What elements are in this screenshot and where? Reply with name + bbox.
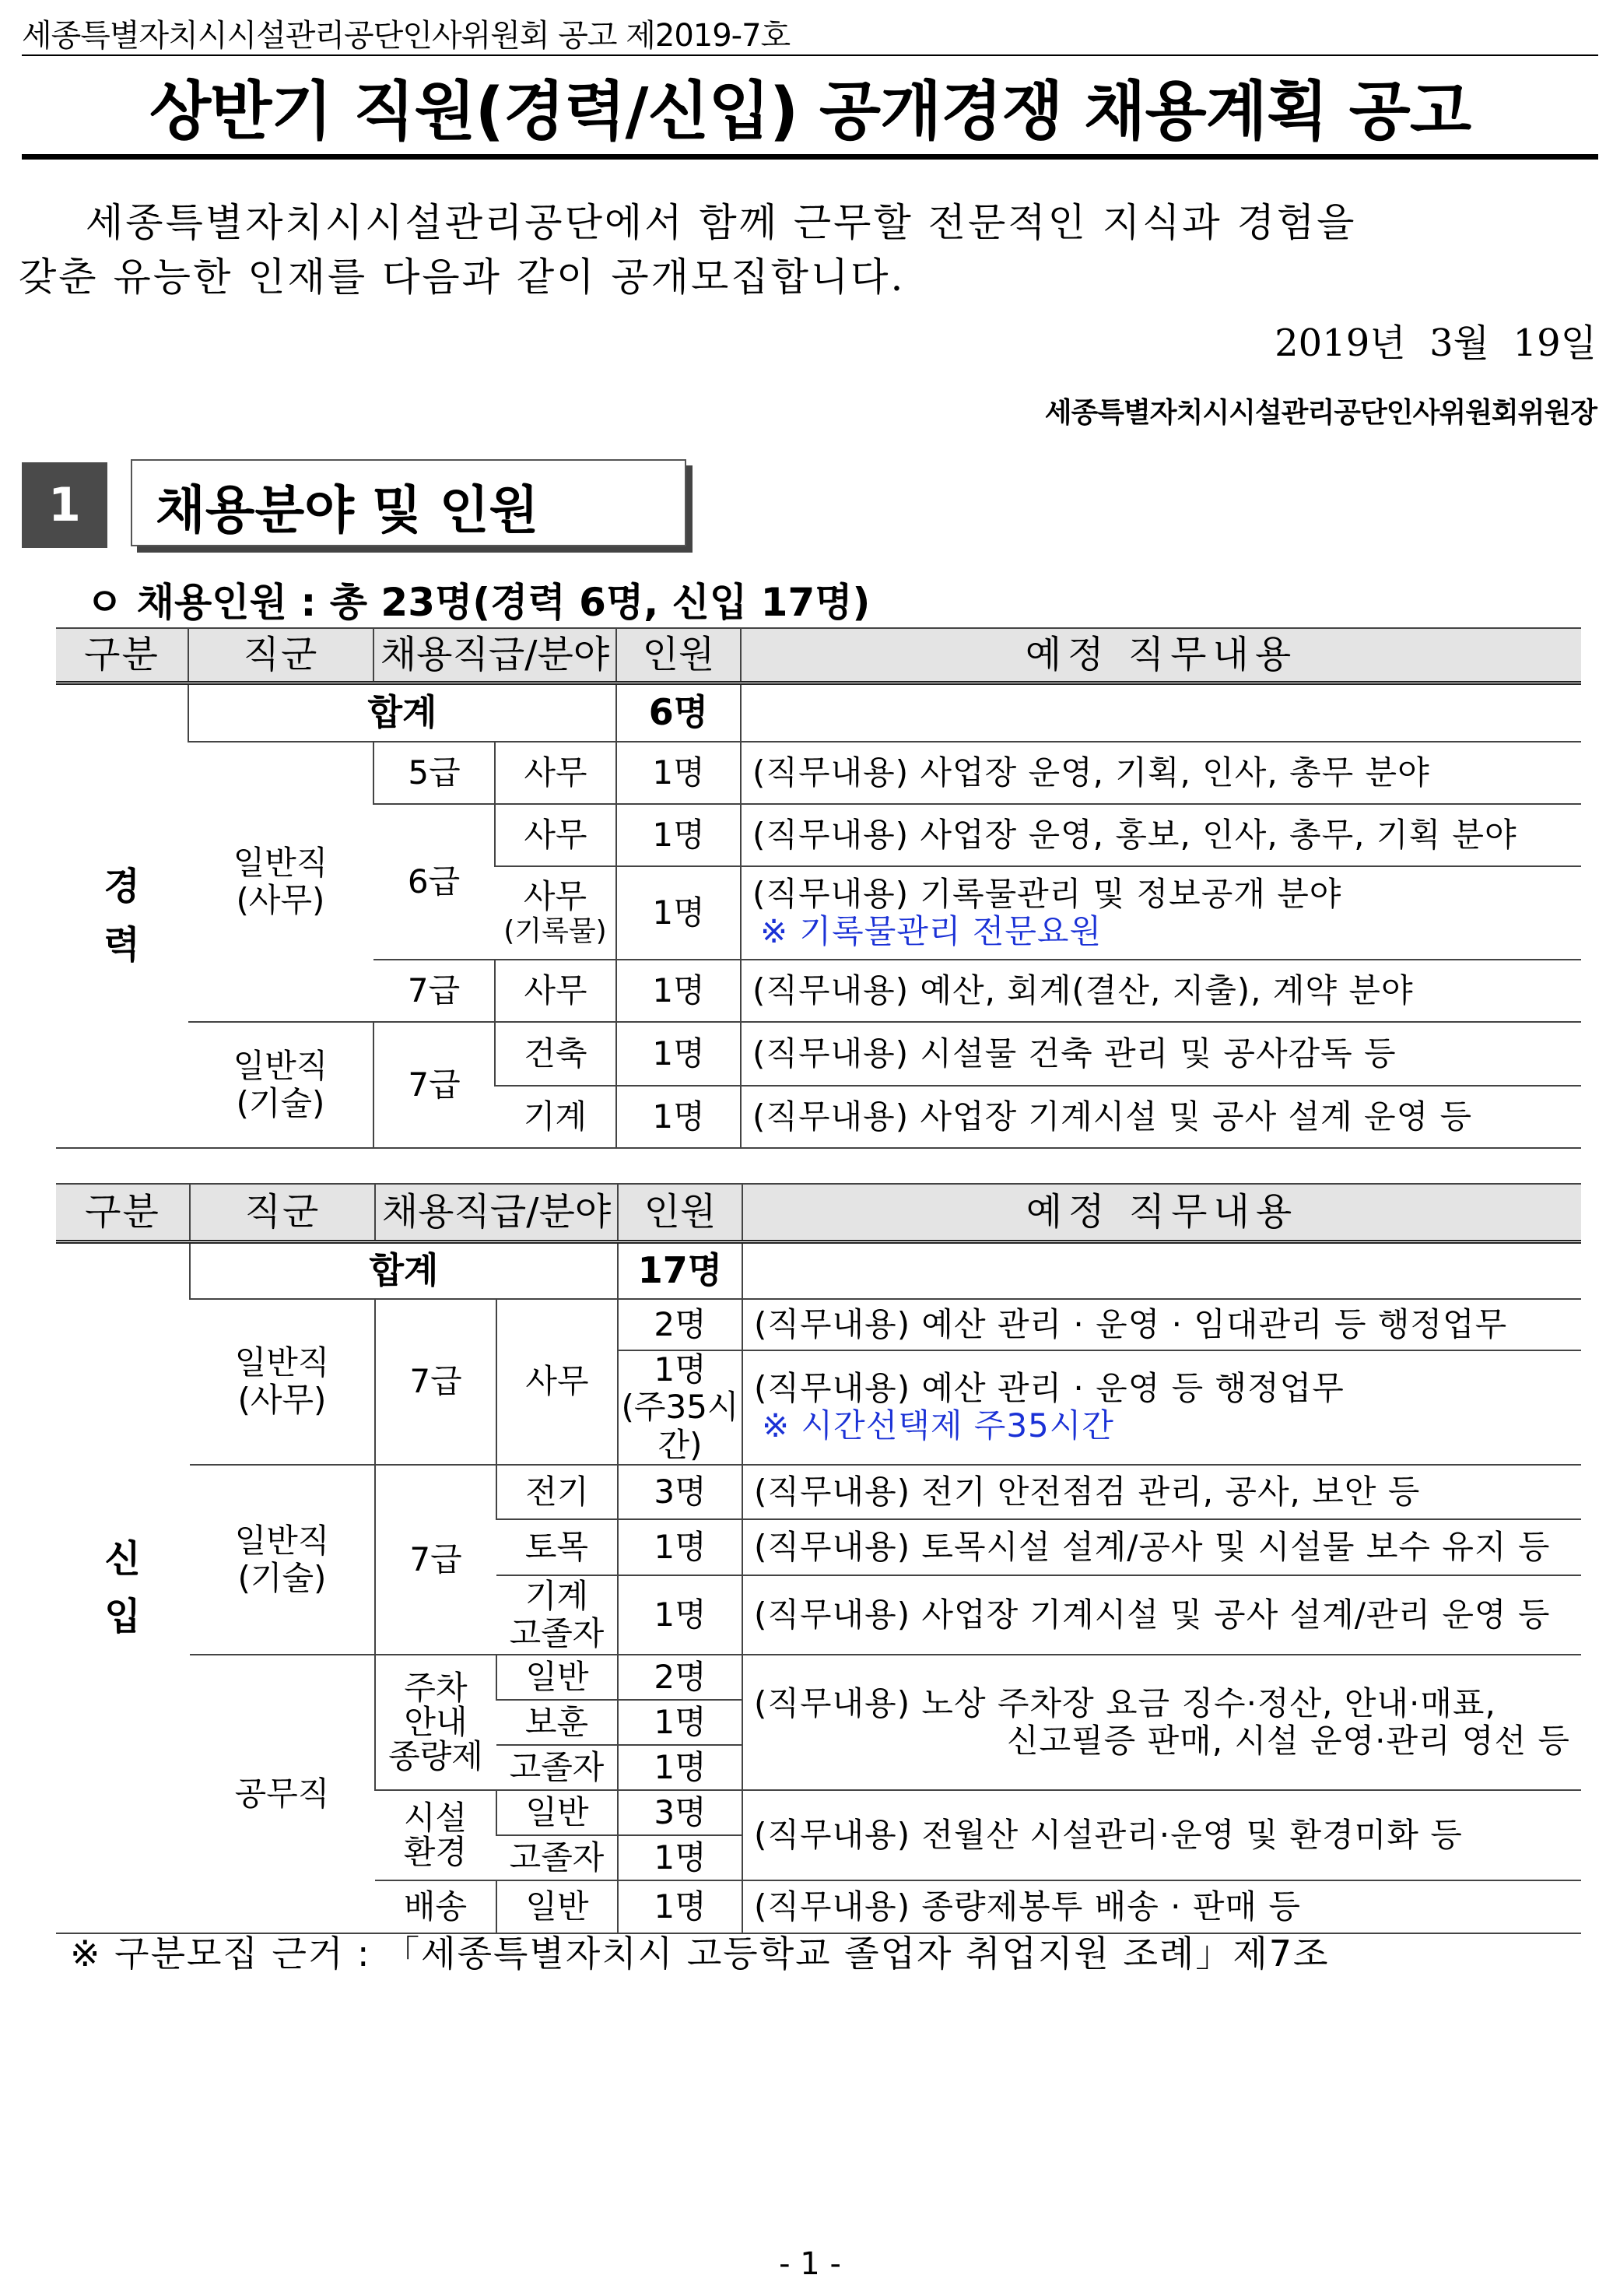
count-cell: 1명 (618, 1700, 742, 1745)
footnote: ※ 구분모집 근거 : 「세종특별자치시 고등학교 졸업자 취업지원 조례」제7조 (70, 1933, 1330, 1975)
sum-label: 합계 (188, 683, 616, 742)
grade-cell: 7급 (375, 1299, 496, 1465)
grade-cell: 7급 (375, 1465, 496, 1655)
duty-cell: (직무내용) 전기 안전점검 관리, 공사, 보안 등 (742, 1465, 1581, 1519)
count-cell: 3명 (618, 1465, 742, 1519)
field-cell: 건축 (495, 1022, 616, 1086)
field-cell: 사무 (495, 804, 616, 866)
field-cell: 사무 (495, 960, 616, 1022)
duty-text-cont: 신고필증 판매, 시설 운영·관리 영선 등 (1006, 1721, 1571, 1760)
grade-cell: 7급 (373, 1022, 495, 1148)
field-main: 사무 (523, 877, 587, 916)
field-cell (495, 866, 616, 960)
duty-note: ※ 기록물관리 전문요원 (760, 912, 1103, 950)
table-row (56, 683, 1581, 742)
table-row (56, 1241, 1581, 1299)
count-cell: 3명 (618, 1790, 742, 1835)
duty-cell: (직무내용) 예산, 회계(결산, 지출), 계약 분야 (741, 960, 1581, 1022)
table-row (56, 1022, 1581, 1086)
duty-text: (직무내용) 노상 주차장 요금 징수·정산, 안내·매표, (754, 1683, 1496, 1722)
count-cell: 1명 (618, 1835, 742, 1880)
intro-line-2: 갖춘 유능한 인재를 다음과 같이 공개모집합니다. (19, 255, 906, 300)
table-row (56, 1299, 1581, 1350)
header-divider (22, 54, 1598, 56)
header-grade-field: 채용직급/분야 (373, 628, 616, 683)
header-count: 인원 (616, 628, 741, 683)
field-cell: 보훈 (496, 1700, 618, 1745)
job-group-office: 일반직 (사무) (190, 1299, 375, 1465)
category-newhire: 신 입 (56, 1241, 190, 1933)
count-cell: 1명 (618, 1745, 742, 1790)
field-cell: 토목 (496, 1519, 618, 1575)
table-header-row (56, 1184, 1581, 1241)
count-cell (618, 1350, 742, 1465)
field-cell: 기계 고졸자 (496, 1575, 618, 1655)
field-sub: (기록물) (503, 915, 607, 948)
header-duty: 예정 직무내용 (741, 628, 1581, 683)
category-career: 경 력 (56, 683, 188, 1148)
parking-label: 주차 안내 종량제 (375, 1655, 496, 1790)
field-cell: 고졸자 (496, 1835, 618, 1880)
duty-cell: (직무내용) 토목시설 설계/공사 및 시설물 보수 유지 등 (742, 1519, 1581, 1575)
count-cell: 1명 (618, 1519, 742, 1575)
document-title: 상반기 직원(경력/신입) 공개경쟁 채용계획 공고 (149, 75, 1471, 149)
count-cell: 1명 (616, 960, 741, 1022)
field-cell: 고졸자 (496, 1745, 618, 1790)
total-headcount: ㅇ 채용인원 : 총 23명(경력 6명, 신입 17명) (86, 580, 871, 625)
table-row (56, 1465, 1581, 1519)
announcement-date: 2019년 3월 19일 (1275, 321, 1597, 365)
header-count: 인원 (618, 1184, 742, 1241)
duty-cell: (직무내용) 사업장 기계시설 및 공사 설계 운영 등 (741, 1086, 1581, 1148)
title-divider (22, 154, 1598, 160)
section-title: 채용분야 및 인원 (156, 480, 539, 540)
duty-cell: (직무내용) 시설물 건축 관리 및 공사감독 등 (741, 1022, 1581, 1086)
delivery-label: 배송 (375, 1880, 496, 1933)
count-cell: 1명 (618, 1880, 742, 1933)
header-division: 구분 (56, 1184, 190, 1241)
count-cell: 1명 (616, 742, 741, 804)
count-cell: 1명 (616, 866, 741, 960)
count-sub: (주35시간) (621, 1388, 739, 1464)
field-cell: 일반 (496, 1880, 618, 1933)
job-group-public: 공무직 (190, 1655, 375, 1933)
header-grade-field: 채용직급/분야 (375, 1184, 618, 1241)
table-row (56, 1655, 1581, 1700)
job-group-office: 일반직 (사무) (188, 742, 373, 1022)
field-cell: 일반 (496, 1790, 618, 1835)
duty-cell: (직무내용) 종량제봉투 배송 · 판매 등 (742, 1880, 1581, 1933)
duty-cell: (직무내용) 예산 관리 · 운영 · 임대관리 등 행정업무 (742, 1299, 1581, 1350)
duty-cell: (직무내용) 전월산 시설관리·운영 및 환경미화 등 (742, 1790, 1581, 1880)
signer: 세종특별자치시시설관리공단인사위원회위원장 (1044, 397, 1597, 429)
duty-note: ※ 시간선택제 주35시간 (762, 1406, 1114, 1445)
empty-cell (742, 1241, 1581, 1299)
header-job-group: 직군 (188, 628, 373, 683)
intro-line-1: 세종특별자치시시설관리공단에서 함께 근무할 전문적인 지식과 경험을 (86, 200, 1357, 245)
grade-cell: 5급 (373, 742, 495, 804)
grade-cell: 6급 (373, 804, 495, 960)
duty-cell: (직무내용) 사업장 기계시설 및 공사 설계/관리 운영 등 (742, 1575, 1581, 1655)
facility-label: 시설 환경 (375, 1790, 496, 1880)
duty-cell (742, 1655, 1581, 1790)
job-group-tech: 일반직 (기술) (190, 1465, 375, 1655)
field-cell: 기계 (495, 1086, 616, 1148)
header-job-group: 직군 (190, 1184, 375, 1241)
count-cell: 1명 (616, 804, 741, 866)
duty-cell: (직무내용) 사업장 운영, 홍보, 인사, 총무, 기획 분야 (741, 804, 1581, 866)
count-cell: 1명 (618, 1575, 742, 1655)
header-duty: 예정 직무내용 (742, 1184, 1581, 1241)
field-cell: 일반 (496, 1655, 618, 1700)
count-cell: 1명 (616, 1022, 741, 1086)
duty-cell: (직무내용) 사업장 운영, 기획, 인사, 총무 분야 (741, 742, 1581, 804)
sum-label: 합계 (190, 1241, 618, 1299)
sum-count: 6명 (616, 683, 741, 742)
duty-cell (742, 1350, 1581, 1465)
field-cell: 사무 (495, 742, 616, 804)
career-recruitment-table (56, 627, 1581, 1149)
field-cell: 사무 (496, 1299, 618, 1465)
duty-text: (직무내용) 예산 관리 · 운영 등 행정업무 (754, 1369, 1345, 1408)
duty-text: (직무내용) 기록물관리 및 정보공개 분야 (752, 874, 1342, 913)
section-number-badge: 1 (22, 462, 107, 548)
count-cell: 2명 (618, 1299, 742, 1350)
document-reference: 세종특별자치시시설관리공단인사위원회 공고 제2019-7호 (22, 18, 791, 54)
duty-cell (741, 866, 1581, 960)
table-header-row (56, 628, 1581, 683)
table-row (56, 742, 1581, 804)
job-group-tech: 일반직 (기술) (188, 1022, 373, 1148)
newhire-recruitment-table (56, 1183, 1581, 1934)
page-number: - 1 - (779, 2246, 841, 2282)
sum-count: 17명 (618, 1241, 742, 1299)
header-division: 구분 (56, 628, 188, 683)
count-main: 1명 (654, 1350, 707, 1388)
field-cell: 전기 (496, 1465, 618, 1519)
count-cell: 2명 (618, 1655, 742, 1700)
count-cell: 1명 (616, 1086, 741, 1148)
empty-cell (741, 683, 1581, 742)
grade-cell: 7급 (373, 960, 495, 1022)
